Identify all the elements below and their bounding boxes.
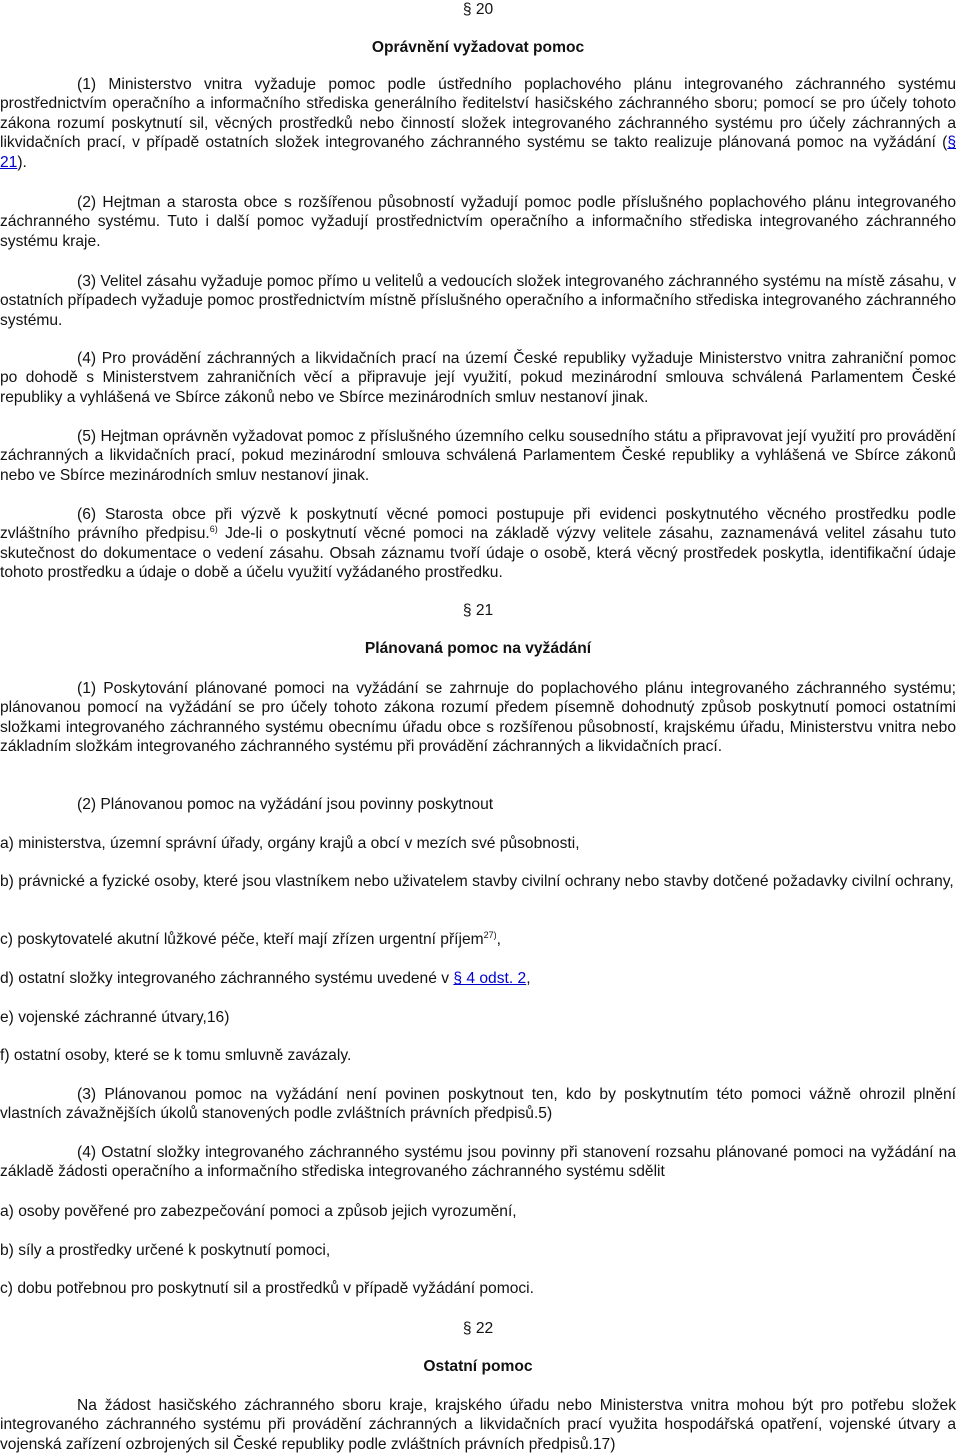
section-21-item-b: b) právnické a fyzické osoby, které jsou vlastníkem nebo uživatelem stavby civilní ochrany nebo stavby dotčené požadavky civilní ochrany, bbox=[0, 873, 954, 890]
section-21-paragraph-2: (2) Plánovanou pomoc na vyžádání jsou povinny poskytnout bbox=[77, 796, 494, 813]
section-21-mark: § 21 bbox=[462, 602, 494, 619]
section-20-paragraph-2: (2) Hejtman a starosta obce s rozšířenou působností vyžadují pomoc podle příslušného poplachového plánu integrovaného záchranného systému. Tuto i další pomoc vyžadují prostřednictvím operačního a informačního střediska integrovaného záchranného systému kraje. bbox=[0, 194, 956, 250]
section-22-mark: § 22 bbox=[462, 1320, 494, 1337]
section-21-item-c bbox=[0, 930, 956, 949]
section-21-item-d bbox=[0, 969, 956, 988]
section-22-paragraph-1: Na žádost hasičského záchranného sboru kraje, krajského úřadu nebo Ministerstva vnitra mohou být pro potřebu složek integrovaného záchranného systému při provádění záchranných a likvidačních prací využita hospodářská opatření, vojenské útvary a vojenská zařízení ozbrojených sil České republiky podle zvláštních právních předpisů.17) bbox=[0, 1397, 956, 1453]
section-21-item-e: e) vojenské záchranné útvary,16) bbox=[0, 1009, 230, 1026]
section-21-item-a: a) ministerstva, územní správní úřady, orgány krajů a obcí v mezích své působnosti, bbox=[0, 835, 580, 852]
section-21-paragraph-3: (3) Plánovanou pomoc na vyžádání není povinen poskytnout ten, kdo by poskytnutím této pomoci vážně ohrozil plnění vlastních závažnějších úkolů stanovených podle zvláštních právních předpisů.5) bbox=[0, 1086, 956, 1123]
section-21-title: Plánovaná pomoc na vyžádání bbox=[364, 640, 592, 657]
section-4-link[interactable]: § 4 odst. 2 bbox=[453, 970, 527, 987]
section-20-title: Oprávnění vyžadovat pomoc bbox=[371, 39, 585, 56]
item-text-end: , bbox=[526, 970, 531, 987]
section-21-paragraph-4: (4) Ostatní složky integrovaného záchranného systému jsou povinny při stanovení rozsahu plánované pomoci na vyžádání na základě žádosti operačního a informačního střediska integrovaného záchranného systému sdělit bbox=[0, 1144, 956, 1181]
section-20-mark: § 20 bbox=[462, 1, 494, 18]
section-20-paragraph-6 bbox=[0, 505, 956, 583]
section-21-item-a2: a) osoby pověřené pro zabezpečování pomoci a způsob jejich vyrozumění, bbox=[0, 1203, 517, 1220]
footnote-ref: 27) bbox=[483, 930, 497, 940]
section-21-item-f: f) ostatní osoby, které se k tomu smluvně zavázaly. bbox=[0, 1047, 352, 1064]
section-21-item-b2: b) síly a prostředky určené k poskytnutí pomoci, bbox=[0, 1242, 331, 1259]
paragraph-text: (1) Ministerstvo vnitra vyžaduje pomoc podle ústředního poplachového plánu integrovaného záchranného systému prostřednictvím operačního a informačního střediska generálního ředitelství hasičského záchranného sboru; pomocí se pro účely tohoto zákona rozumí poskytnutí sil, věcných prostředků nebo činností složek integrovaného záchranného systému pro účely záchranných a likvidačních prací, v případě ostatních složek integrovaného záchranného systému se takto realizuje plánovaná pomoc na vyžádání ( bbox=[0, 76, 956, 152]
paragraph-text-end: ). bbox=[17, 153, 27, 171]
footnote-ref: 6) bbox=[209, 524, 218, 535]
item-text: c) poskytovatelé akutní lůžkové péče, kteří mají zřízen urgentní příjem bbox=[0, 931, 484, 948]
section-20-paragraph-5: (5) Hejtman oprávněn vyžadovat pomoc z příslušného územního celku sousedního státu a připravovat její využití pro provádění záchranných a likvidačních prací, pokud mezinárodní smlouva schválená Parlamentem České republiky a vyhlášená ve Sbírce zákonů nebo ve Sbírce mezinárodních smluv nestanoví jinak. bbox=[0, 428, 956, 484]
section-20-paragraph-3: (3) Velitel zásahu vyžaduje pomoc přímo u velitelů a vedoucích složek integrovaného záchranného systému na místě zásahu, v ostatních případech vyžaduje pomoc prostřednictvím místně příslušného operačního a informačního střediska integrovaného záchranného systému. bbox=[0, 273, 956, 329]
paragraph-text-cont: Jde-li o poskytnutí věcné pomoci na základě výzvy velitele zásahu, zaznamenává velitel zásahu tuto skutečnost do dokumentace o vedení zásahu. Obsah záznamu tvoří údaje o osobě, která věcný prostředek poskytla, identifikační údaje tohoto prostředku a údaje o době a účelu využití vyžádaného prostředku. bbox=[0, 525, 957, 582]
section-20-paragraph-4: (4) Pro provádění záchranných a likvidačních prací na území České republiky vyžaduje Ministerstvo vnitra zahraniční pomoc po dohodě s Ministerstvem zahraničních věcí a připravuje její využití, pokud mezinárodní smlouva schválená Parlamentem České republiky a vyhlášená ve Sbírce zákonů nebo ve Sbírce mezinárodních smluv nestanoví jinak. bbox=[0, 350, 956, 406]
item-text-end: , bbox=[496, 931, 501, 948]
item-text: d) ostatní složky integrovaného záchranného systému uvedené v bbox=[0, 970, 454, 987]
section-21-link[interactable]: § 21 bbox=[0, 134, 956, 171]
section-20-paragraph-1 bbox=[0, 75, 956, 172]
section-21-paragraph-1: (1) Poskytování plánované pomoci na vyžádání se zahrnuje do poplachového plánu integrovaného záchranného systému; plánovanou pomocí na vyžádání se pro účely tohoto zákona rozumí předem písemně dohodnutý způsob poskytnutí pomoci ostatními složkami integrovaného záchranného systému obecnímu úřadu obce s rozšířenou působností, krajskému úřadu, Ministerstvu vnitra nebo základním složkám integrovaného záchranného systému při provádění záchranných a likvidačních prací. bbox=[0, 680, 956, 756]
section-21-item-c2: c) dobu potřebnou pro poskytnutí sil a prostředků v případě vyžádání pomoci. bbox=[0, 1280, 534, 1297]
section-22-title: Ostatní pomoc bbox=[423, 1358, 533, 1375]
paragraph-text: (6) Starosta obce při výzvě k poskytnutí věcné pomoci postupuje při evidenci poskytnutého věcného prostředku podle zvláštního právního předpisu. bbox=[0, 506, 956, 543]
